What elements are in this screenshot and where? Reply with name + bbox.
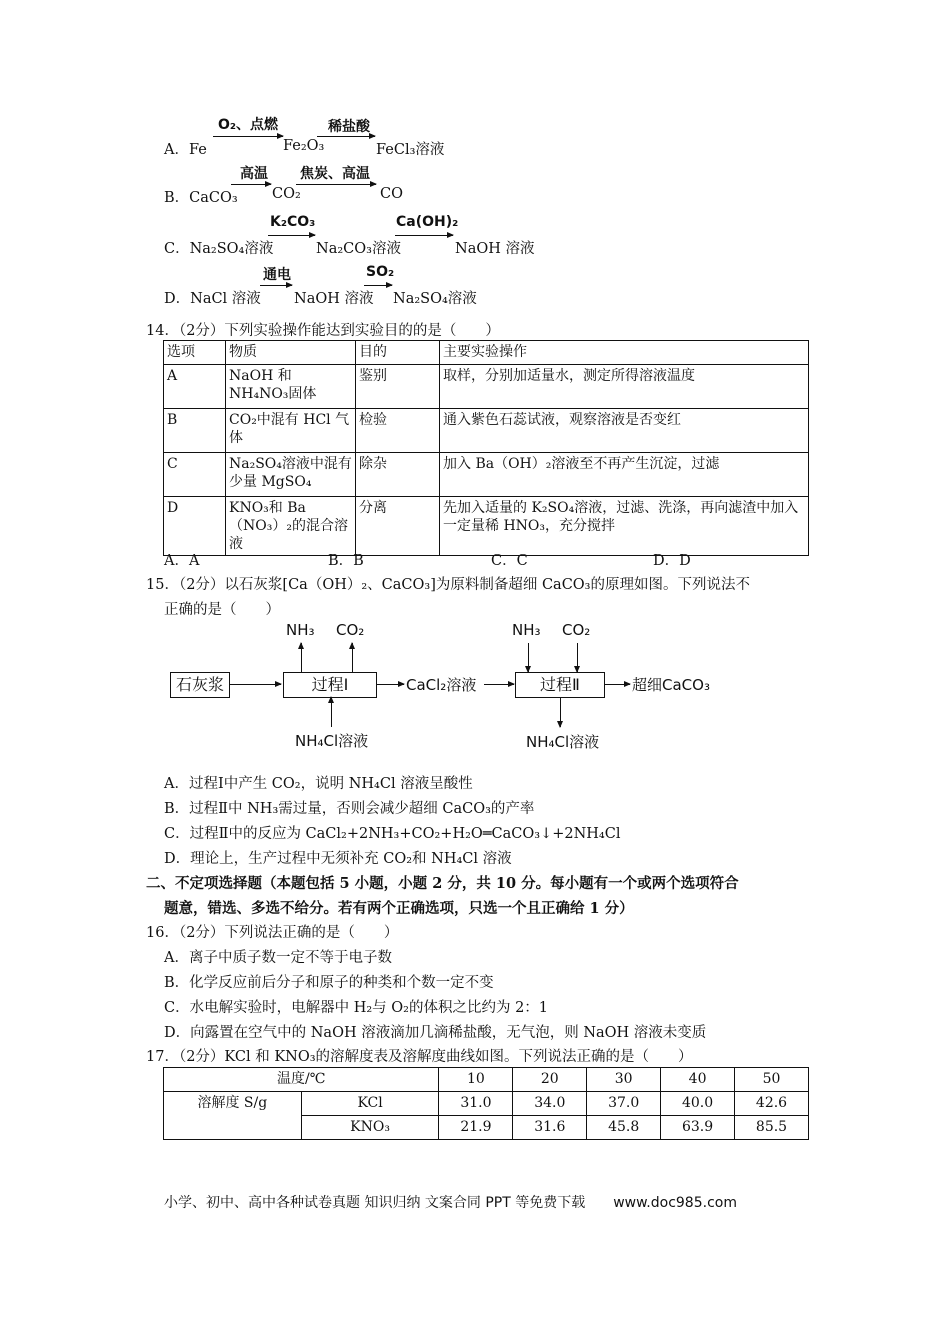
- q13a-cond1: O₂、点燃: [218, 117, 279, 133]
- diagram-box-process2: 过程Ⅱ: [515, 672, 605, 698]
- row-label: KNO₃: [301, 1116, 439, 1140]
- table-header-row: [164, 1068, 809, 1092]
- q16-stem: 16．（2分）下列说法正确的是（ ）: [146, 925, 399, 941]
- section2-heading-line2: 题意，错选、多选不给分。若有两个正确选项，只选一个且正确给 1 分）: [164, 900, 634, 917]
- diagram-box-process1: 过程Ⅰ: [283, 672, 377, 698]
- q13d-prefix: D．NaCl 溶液: [164, 291, 261, 307]
- table-row: [164, 365, 809, 409]
- q13c-prefix: C．Na₂SO₄溶液: [164, 241, 274, 257]
- q13b-cond1: 高温: [240, 166, 268, 182]
- table-cell: 31.6: [513, 1116, 587, 1140]
- arrow-icon: [231, 184, 271, 185]
- table-header-cell: 选项: [164, 341, 226, 365]
- q13d-cond1: 通电: [263, 267, 291, 283]
- q13d-cond2: SO₂: [366, 264, 395, 280]
- table-cell: 检验: [356, 409, 440, 453]
- table-cell: 21.9: [439, 1116, 513, 1140]
- arrow-icon: [560, 697, 561, 727]
- arrow-icon: [528, 643, 529, 672]
- arrow-icon: [229, 684, 281, 685]
- table-cell: D: [164, 497, 226, 556]
- arrow-icon: [301, 643, 302, 672]
- q13b-end: CO: [380, 186, 403, 202]
- temp-label: 温度/℃: [164, 1068, 439, 1092]
- table-cell: 鉴别: [356, 365, 440, 409]
- q16-option-d: D．向露置在空气中的 NaOH 溶液滴加几滴稀盐酸，无气泡，则 NaOH 溶液未变质: [164, 1025, 707, 1041]
- arrow-icon: [364, 285, 392, 286]
- q14-option-a: A．A: [164, 553, 200, 569]
- q14-option-c: C．C: [491, 553, 528, 569]
- table-cell: KNO₃和 Ba（NO₃）₂的混合溶液: [226, 497, 356, 556]
- diagram-p1-in: NH₄Cl溶液: [295, 732, 369, 750]
- table-cell: B: [164, 409, 226, 453]
- table-row: [164, 497, 809, 556]
- arrow-icon: [260, 285, 292, 286]
- table-header-cell: 主要实验操作: [440, 341, 809, 365]
- row-label: KCl: [301, 1092, 439, 1116]
- table-cell: 取样，分别加适量水，测定所得溶液温度: [440, 365, 809, 409]
- q13a-mid: Fe₂O₃: [283, 138, 325, 154]
- diagram-mid: CaCl₂溶液: [406, 676, 477, 694]
- table-header-cell: 物质: [226, 341, 356, 365]
- q13d-end: Na₂SO₄溶液: [393, 291, 477, 307]
- q13c-cond2: Ca(OH)₂: [396, 214, 459, 230]
- table-cell: 加入 Ba（OH）₂溶液至不再产生沉淀，过滤: [440, 453, 809, 497]
- q14-option-b: B．B: [328, 553, 364, 569]
- diagram-box-start: 石灰浆: [170, 672, 230, 698]
- q15-option-c: C．过程Ⅱ中的反应为 CaCl₂+2NH₃+CO₂+H₂O═CaCO₃↓+2NH₄Cl: [164, 826, 621, 842]
- arrow-icon: [577, 643, 578, 672]
- diagram-p2-in-nh3: NH₃: [512, 621, 541, 639]
- table-row: [164, 409, 809, 453]
- table-header-cell: 50: [735, 1068, 809, 1092]
- q13b-mid: CO₂: [272, 186, 301, 202]
- table-cell: 42.6: [735, 1092, 809, 1116]
- q13c-cond1: K₂CO₃: [270, 214, 316, 230]
- diagram-p2-out: NH₄Cl溶液: [526, 733, 600, 751]
- table-cell: CO₂中混有 HCl 气体: [226, 409, 356, 453]
- q16-option-a: A．离子中质子数一定不等于电子数: [164, 950, 392, 966]
- diagram-p1-out-nh3: NH₃: [286, 621, 315, 639]
- table-cell: 40.0: [661, 1092, 735, 1116]
- q17-stem: 17．（2分）KCl 和 KNO₃的溶解度表及溶解度曲线如图。下列说法正确的是（ ）: [146, 1049, 693, 1065]
- page-footer: 小学、初中、高中各种试卷真题 知识归纳 文案合同 PPT 等免费下载 www.doc985.com: [164, 1195, 737, 1211]
- arrow-icon: [331, 697, 332, 727]
- q15-option-b: B．过程Ⅱ中 NH₃需过量，否则会减少超细 CaCO₃的产率: [164, 801, 535, 817]
- arrow-icon: [352, 643, 353, 672]
- q14-stem: 14．（2分）下列实验操作能达到实验目的的是（ ）: [146, 323, 500, 339]
- table-header-cell: 40: [661, 1068, 735, 1092]
- table-header-row: [164, 341, 809, 365]
- q13b-prefix: B．CaCO₃: [164, 190, 238, 206]
- q13c-mid: Na₂CO₃溶液: [316, 241, 401, 257]
- q15-option-d: D．理论上，生产过程中无须补充 CO₂和 NH₄Cl 溶液: [164, 851, 512, 867]
- table-header-cell: 目的: [356, 341, 440, 365]
- arrow-icon: [604, 684, 630, 685]
- arrow-icon: [395, 235, 453, 236]
- diagram-end: 超细CaCO₃: [632, 676, 710, 694]
- q13a-prefix: A．Fe: [164, 142, 207, 158]
- arrow-icon: [376, 684, 404, 685]
- table-cell: 34.0: [513, 1092, 587, 1116]
- table-cell: 先加入适量的 K₂SO₄溶液，过滤、洗涤，再向滤渣中加入一定量稀 HNO₃，充分搅拌: [440, 497, 809, 556]
- table-cell: 37.0: [587, 1092, 661, 1116]
- table-cell: NaOH 和 NH₄NO₃固体: [226, 365, 356, 409]
- table-cell: C: [164, 453, 226, 497]
- section2-heading-line1: 二、不定项选择题（本题包括 5 小题，小题 2 分，共 10 分。每小题有一个或两个选项符合: [146, 875, 739, 892]
- table-cell: 63.9: [661, 1116, 735, 1140]
- table-cell: 通入紫色石蕊试液，观察溶液是否变红: [440, 409, 809, 453]
- table-row: [164, 1092, 809, 1116]
- arrow-icon: [484, 684, 514, 685]
- diagram-p1-out-co2: CO₂: [336, 621, 365, 639]
- q16-option-b: B．化学反应前后分子和原子的种类和个数一定不变: [164, 975, 494, 991]
- q15-option-a: A．过程Ⅰ中产生 CO₂，说明 NH₄Cl 溶液呈酸性: [164, 776, 473, 792]
- q13b-cond2: 焦炭、高温: [300, 166, 370, 182]
- q17-solubility-table: [163, 1067, 809, 1140]
- table-cell: 31.0: [439, 1092, 513, 1116]
- table-row: [164, 453, 809, 497]
- table-cell: 85.5: [735, 1116, 809, 1140]
- table-header-cell: 10: [439, 1068, 513, 1092]
- table-cell: 分离: [356, 497, 440, 556]
- table-cell: 除杂: [356, 453, 440, 497]
- table-cell: A: [164, 365, 226, 409]
- q13a-end: FeCl₃溶液: [376, 142, 445, 158]
- arrow-icon: [213, 136, 283, 137]
- q13c-end: NaOH 溶液: [455, 241, 535, 257]
- solubility-label: 溶解度 S/g: [164, 1092, 302, 1140]
- diagram-p2-in-co2: CO₂: [562, 621, 591, 639]
- q14-option-d: D．D: [653, 553, 691, 569]
- table-header-cell: 30: [587, 1068, 661, 1092]
- arrow-icon: [296, 184, 376, 185]
- q13a-cond2: 稀盐酸: [328, 119, 370, 135]
- table-header-cell: 20: [513, 1068, 587, 1092]
- table-cell: 45.8: [587, 1116, 661, 1140]
- q15-stem-line1: 15．（2分）以石灰浆[Ca（OH）₂、CaCO₃]为原料制备超细 CaCO₃的原理如图。下列说法不: [146, 577, 750, 593]
- q13d-mid: NaOH 溶液: [294, 291, 374, 307]
- table-cell: Na₂SO₄溶液中混有少量 MgSO₄: [226, 453, 356, 497]
- q15-stem-line2: 正确的是（ ）: [164, 602, 280, 618]
- q16-option-c: C．水电解实验时，电解器中 H₂与 O₂的体积之比约为 2：1: [164, 1000, 549, 1016]
- arrow-icon: [317, 136, 375, 137]
- arrow-icon: [268, 235, 315, 236]
- q14-table: [163, 340, 809, 556]
